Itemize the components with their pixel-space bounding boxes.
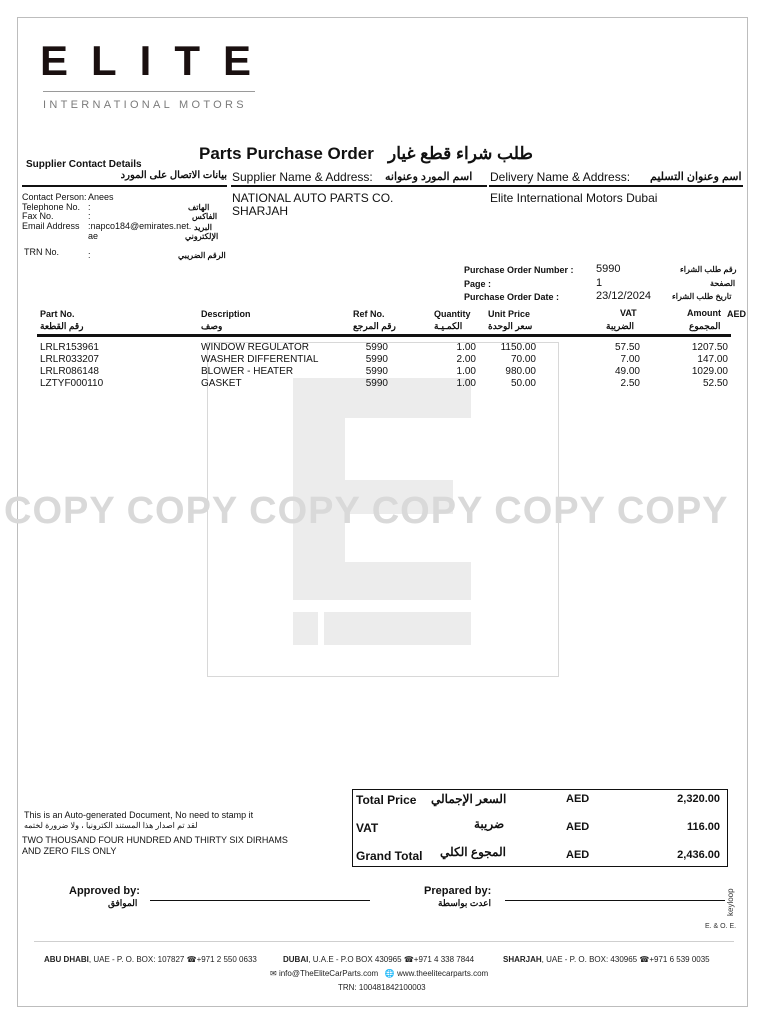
- cell-amount: 52.50: [702, 378, 728, 389]
- approved-by-signature-line: [150, 900, 370, 901]
- delivery-address: Elite International Motors Dubai: [490, 191, 658, 205]
- col-header-quantity-arabic: الكمـيـة: [434, 321, 463, 331]
- dubai-address: , U.A.E - P.O BOX 430965: [308, 955, 402, 964]
- col-header-part-no-arabic: رقم القطعة: [40, 321, 84, 331]
- cell-description: WASHER DIFFERENTIAL: [201, 354, 319, 365]
- po-number-label-arabic: رقم طلب الشراء: [680, 265, 737, 274]
- telephone-label-arabic: الهاتف: [188, 203, 210, 212]
- cell-vat: 57.50: [614, 342, 640, 353]
- delivery-name-label: Delivery Name & Address:: [490, 170, 631, 184]
- table-header-rule: [37, 334, 731, 337]
- approved-by-label-arabic: الموافق: [108, 898, 138, 908]
- total-price-value: 2,320.00: [677, 793, 720, 805]
- page-label: Page :: [464, 279, 492, 289]
- supplier-name: NATIONAL AUTO PARTS CO.: [232, 191, 394, 205]
- col-header-quantity: Quantity: [434, 309, 471, 319]
- cell-vat: 7.00: [620, 354, 640, 365]
- col-header-amount: Amount: [687, 308, 721, 318]
- total-price-label-arabic: السعر الإجمالي: [431, 792, 507, 806]
- cell-amount: 1207.50: [691, 342, 728, 353]
- approved-by-label: Approved by:: [69, 885, 140, 897]
- vat-total-label-arabic: ضريبة: [474, 817, 505, 831]
- cell-unit-price: 70.00: [510, 354, 536, 365]
- cell-unit-price: 1150.00: [500, 342, 536, 353]
- prepared-by-label: Prepared by:: [424, 885, 492, 897]
- phone-icon: ☎: [403, 955, 414, 964]
- vat-total-label: VAT: [356, 821, 379, 835]
- company-logo: ELITE: [40, 37, 275, 84]
- phone-icon: ☎: [186, 955, 197, 964]
- footer-dubai: [283, 955, 474, 964]
- mail-icon: ✉: [270, 969, 277, 978]
- col-header-ref-no: Ref No.: [353, 309, 385, 319]
- auto-generated-note-arabic: لقد تم اصدار هذا المستند الكترونيا ، ولا ضرورة لختمه: [24, 821, 198, 830]
- cell-part-no: LRLR153961: [40, 342, 99, 353]
- copy-watermark: COPY COPY COPY COPY COPY COPY: [4, 490, 729, 532]
- prepared-by-label-arabic: اعدت بواسطة: [438, 898, 491, 908]
- trn-label-arabic: الرقم الضريبي: [178, 251, 226, 260]
- fax-label: Fax No.: [22, 211, 54, 221]
- logo-divider: [43, 91, 255, 92]
- cell-description: BLOWER - HEATER: [201, 366, 294, 377]
- fax-label-arabic: الفاكس: [192, 212, 218, 221]
- email-label: Email Address: [22, 221, 80, 231]
- cell-ref-no: 5990: [365, 342, 388, 353]
- watermark-logo-part: [293, 612, 318, 645]
- footer-trn: TRN: 100481842100003: [338, 983, 426, 992]
- cell-quantity: 2.00: [456, 354, 476, 365]
- keyloop-mark: keyloop: [726, 888, 735, 916]
- cell-part-no: LRLR033207: [40, 354, 99, 365]
- col-header-unit-price: Unit Price: [488, 309, 531, 319]
- col-header-part-no: Part No.: [40, 309, 75, 319]
- footer-abu-dhabi: [44, 955, 257, 964]
- contact-person-value: Anees: [88, 192, 114, 202]
- supplier-contact-divider: [22, 185, 227, 187]
- col-header-unit-price-arabic: سعر الوحدة: [488, 321, 533, 331]
- cell-description: WINDOW REGULATOR: [201, 342, 309, 353]
- col-header-description: Description: [201, 309, 251, 319]
- po-number-label: Purchase Order Number :: [464, 265, 574, 275]
- eoe-note: E. & O. E.: [705, 923, 737, 930]
- cell-quantity: 1.00: [456, 342, 476, 353]
- cell-ref-no: 5990: [365, 354, 388, 365]
- sharjah-city: SHARJAH: [503, 955, 542, 964]
- cell-quantity: 1.00: [456, 366, 476, 377]
- sharjah-phone: +971 6 539 0035: [649, 955, 710, 964]
- amount-in-words-line2: AND ZERO FILS ONLY: [22, 846, 117, 856]
- globe-icon: 🌐: [384, 969, 395, 978]
- grand-total-label: Grand Total: [356, 849, 423, 863]
- supplier-city: SHARJAH: [232, 204, 289, 218]
- telephone-label: Telephone No.: [22, 202, 81, 212]
- watermark-logo-part: [324, 612, 471, 645]
- sharjah-address: , UAE - P. O. BOX: 430965: [541, 955, 638, 964]
- amount-in-words-line1: TWO THOUSAND FOUR HUNDRED AND THIRTY SIX DIRHAMS: [22, 835, 288, 845]
- total-price-label: Total Price: [356, 793, 417, 807]
- supplier-contact-heading-arabic: بيانات الاتصال على المورد: [120, 170, 227, 181]
- abu-dhabi-address: , UAE - P. O. BOX: 107827: [88, 955, 185, 964]
- cell-unit-price: 980.00: [505, 366, 536, 377]
- footer-sharjah: [503, 955, 710, 964]
- cell-ref-no: 5990: [365, 366, 388, 377]
- cell-vat: 2.50: [620, 378, 640, 389]
- col-header-description-arabic: وصف: [201, 321, 223, 331]
- email-value-cont: ae: [88, 231, 99, 241]
- supplier-name-label-arabic: اسم المورد وعنوانه: [385, 171, 473, 183]
- prepared-by-signature-line: [505, 900, 725, 901]
- vat-total-value: 116.00: [686, 821, 720, 833]
- cell-ref-no: 5990: [365, 378, 388, 389]
- supplier-name-label: Supplier Name & Address:: [232, 170, 373, 184]
- cell-amount: 1029.00: [691, 366, 728, 377]
- document-title-arabic: طلب شراء قطع غيار: [388, 144, 533, 163]
- email-label-arabic-cont: الإلكتروني: [185, 232, 219, 241]
- dubai-city: DUBAI: [283, 955, 309, 964]
- dubai-phone: +971 4 338 7844: [413, 955, 475, 964]
- phone-icon: ☎: [639, 955, 650, 964]
- cell-quantity: 1.00: [456, 378, 476, 389]
- po-number-value: 5990: [596, 263, 621, 275]
- vat-total-currency: AED: [566, 821, 590, 833]
- cell-vat: 49.00: [614, 366, 640, 377]
- auto-generated-note: This is an Auto-generated Document, No need to stamp it: [24, 810, 254, 820]
- grand-total-currency: AED: [566, 849, 590, 861]
- po-date-value: 23/12/2024: [596, 290, 652, 302]
- cell-part-no: LZTYF000110: [40, 378, 104, 389]
- amount-currency: AED: [727, 309, 747, 319]
- footer-website[interactable]: www.theelitecarparts.com: [397, 969, 489, 978]
- cell-amount: 147.00: [697, 354, 728, 365]
- email-label-arabic: البريد: [194, 223, 212, 232]
- delivery-name-label-arabic: اسم وعنوان التسليم: [650, 171, 742, 183]
- cell-part-no: LRLR086148: [40, 366, 99, 377]
- footer-contact: [270, 969, 488, 978]
- delivery-divider: [489, 185, 743, 187]
- abu-dhabi-city: ABU DHABI: [44, 955, 89, 964]
- supplier-contact-heading: Supplier Contact Details: [26, 159, 142, 170]
- supplier-divider: [231, 185, 487, 187]
- email-value: :napco184@emirates.net.: [88, 221, 192, 231]
- page-value: 1: [596, 277, 603, 289]
- total-price-currency: AED: [566, 793, 590, 805]
- telephone-value: :: [88, 202, 91, 212]
- document-title: Parts Purchase Order: [199, 144, 374, 163]
- grand-total-value: 2,436.00: [677, 849, 720, 861]
- trn-value: :: [88, 250, 91, 260]
- grand-total-label-arabic: المجوع الكلي: [440, 845, 506, 859]
- cell-description: GASKET: [201, 378, 242, 389]
- col-header-vat: VAT: [620, 308, 637, 318]
- col-header-vat-arabic: الضريبة: [606, 321, 635, 331]
- watermark-logo-part: [293, 562, 471, 600]
- col-header-ref-no-arabic: رقم المرجع: [353, 321, 396, 331]
- trn-label: TRN No.: [24, 247, 60, 257]
- cell-unit-price: 50.00: [510, 378, 536, 389]
- contact-person-label: Contact Person:: [22, 192, 87, 202]
- col-header-amount-arabic: المجموع: [689, 321, 721, 331]
- abu-dhabi-phone: +971 2 550 0633: [196, 955, 257, 964]
- page-label-arabic: الصفحة: [710, 279, 736, 288]
- po-date-label: Purchase Order Date :: [464, 292, 560, 302]
- fax-value: :: [88, 211, 91, 221]
- footer-email[interactable]: info@TheEliteCarParts.com: [278, 969, 379, 978]
- po-date-label-arabic: تاريخ طلب الشراء: [672, 292, 732, 301]
- footer-divider: [34, 941, 734, 942]
- company-logo-subtitle: INTERNATIONAL MOTORS: [43, 99, 247, 111]
